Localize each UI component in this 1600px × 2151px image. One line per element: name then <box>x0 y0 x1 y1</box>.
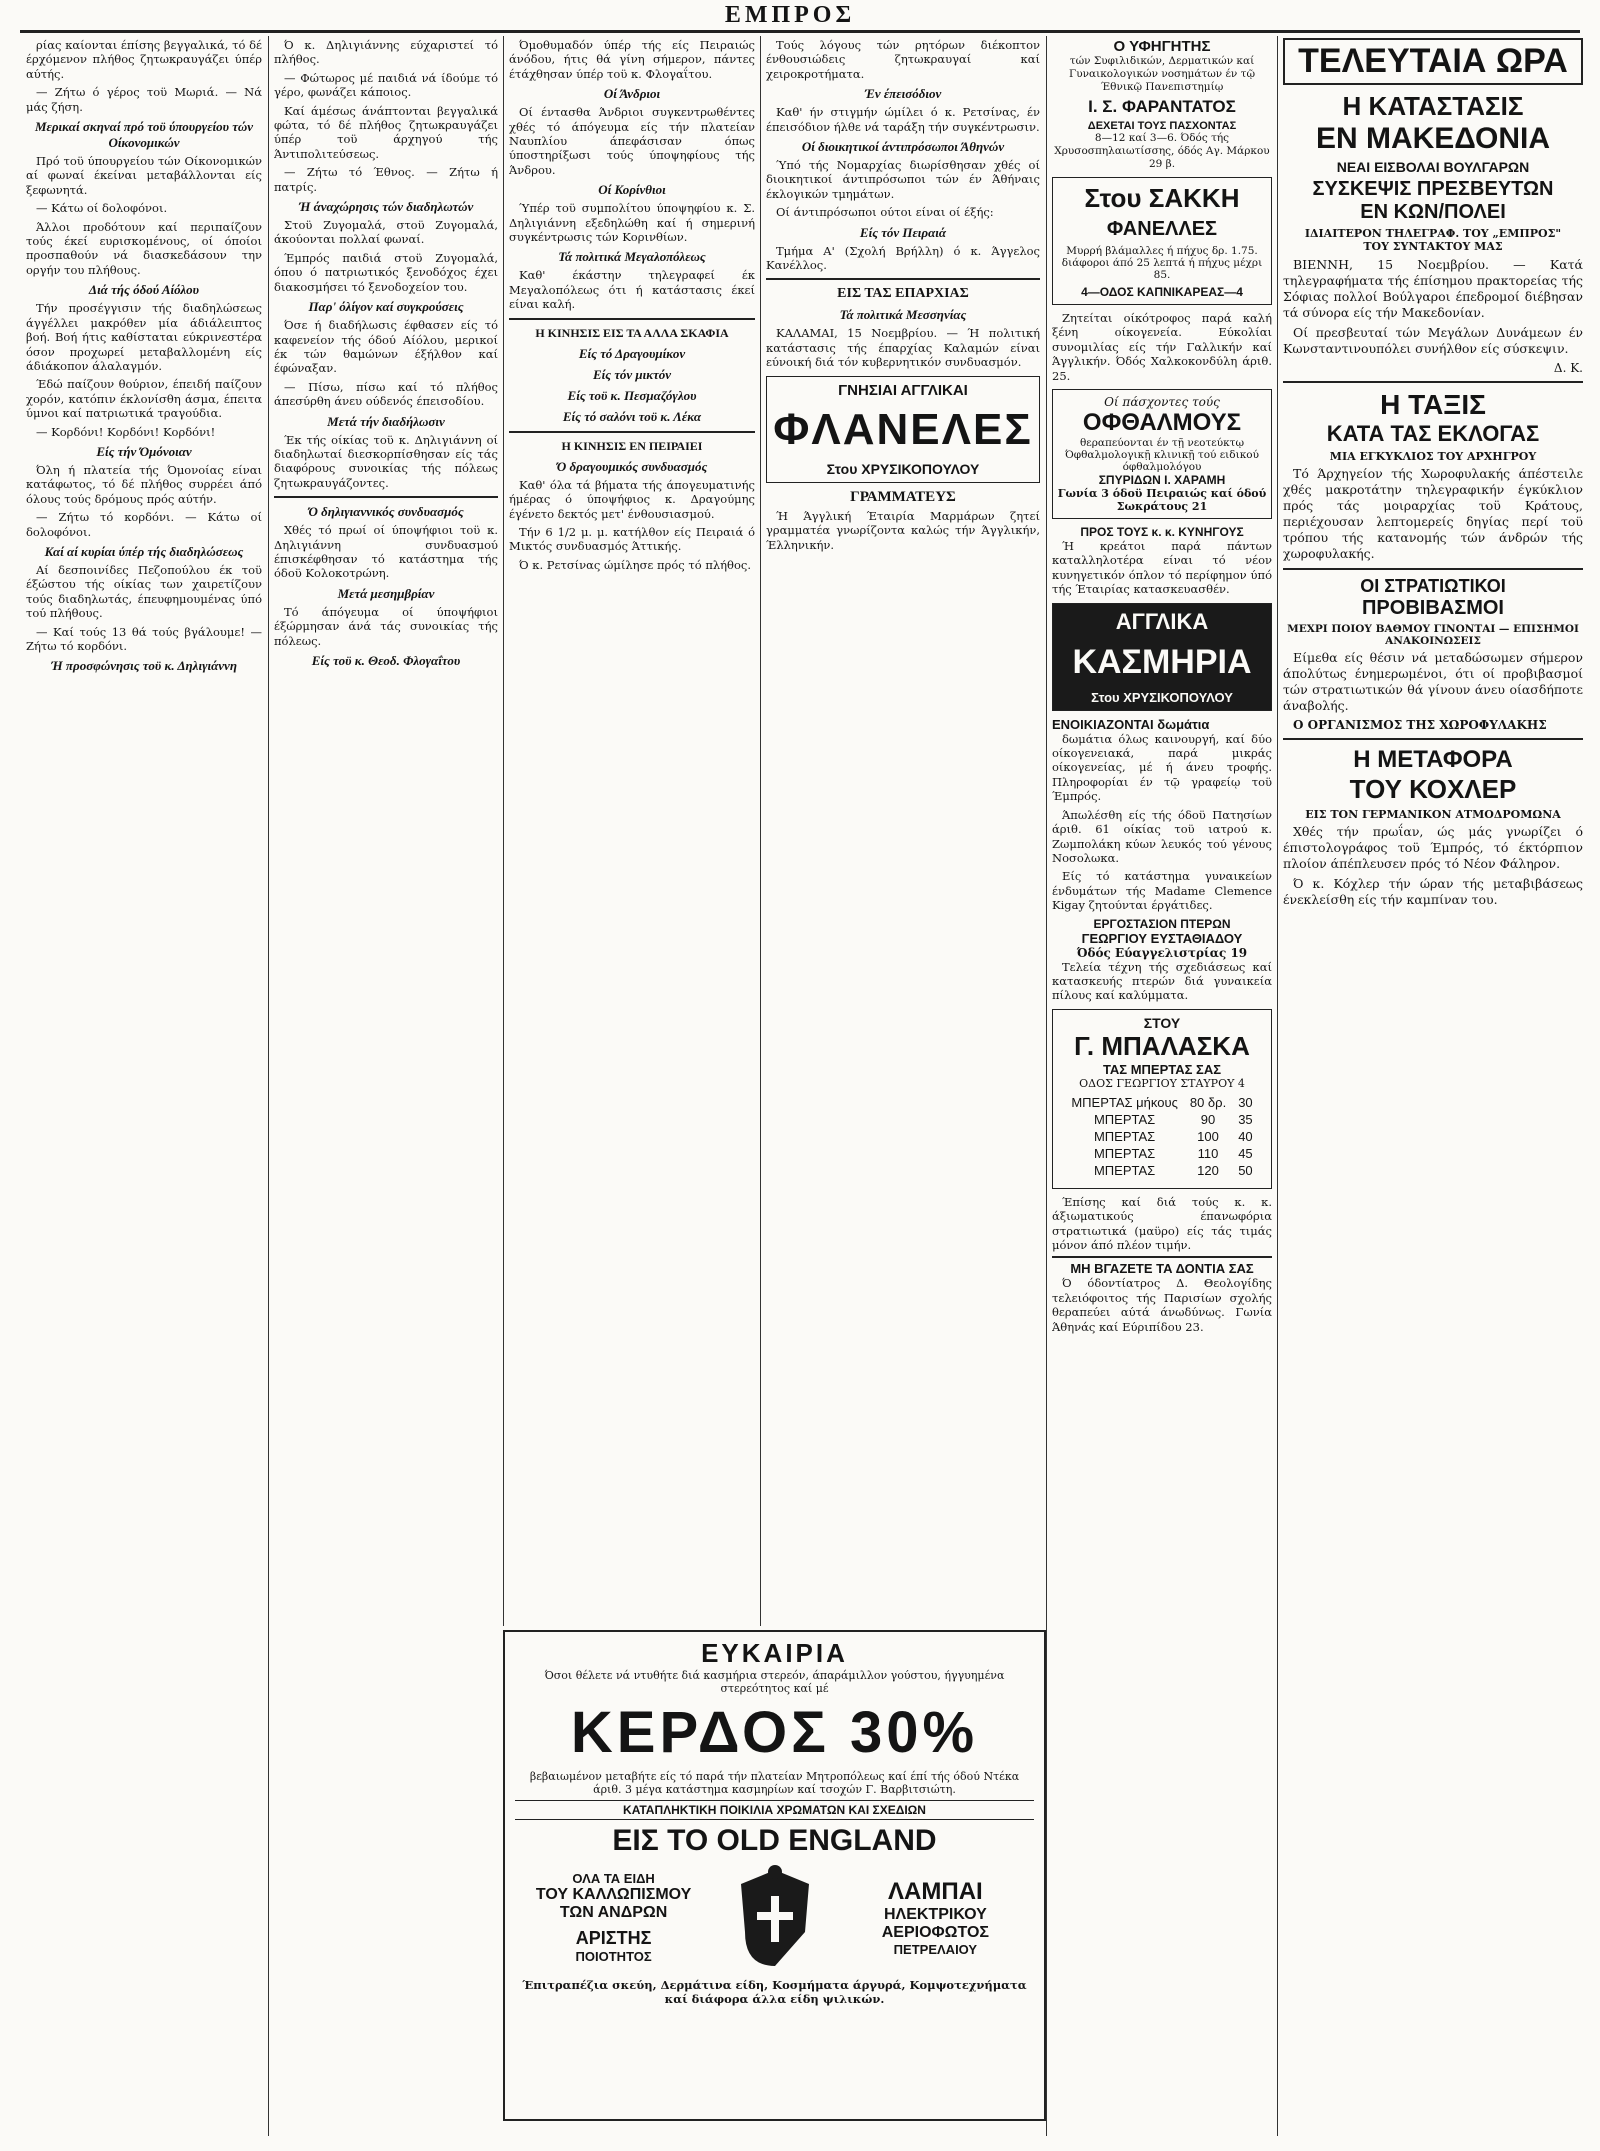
article-paragraph: — Ζήτω ό γέρος τοϋ Μωριά. — Νά μάς ζήση. <box>26 85 262 114</box>
column-divider <box>268 36 269 2136</box>
table-cell: 80 δρ. <box>1189 1094 1227 1110</box>
section-heading: ΕΙΣ ΤΑΣ ΕΠΑΡΧΙΑΣ <box>837 286 969 302</box>
ad-shop-name: ΕΙΣ ΤΟ OLD ENGLAND <box>612 1824 937 1857</box>
article-subheading: Έν έπεισόδιον <box>864 86 942 102</box>
ad-address: ΟΔΟΣ ΓΕΩΡΓΙΟΥ ΣΤΑΥΡΟΥ 4 <box>1079 1076 1245 1090</box>
ad-body: Έπίσης καί διά τούς κ. κ. άξιωματικούς έπανωφόρια στρατιωτικά (μαϋρο) είς τάς τιμάς μόνον άπό πλέον τιμήν. <box>1052 1194 1272 1252</box>
article-subheading: Είς τό σαλόνι τοϋ κ. Λέκα <box>562 408 702 424</box>
subheadline: ΙΔΙΑΙΤΕΡΟΝ ΤΗΛΕΓΡΑΦ. ΤΟΥ „ΕΜΠΡΟΣ" <box>1304 227 1562 240</box>
table-cell: 110 <box>1197 1145 1219 1161</box>
ad-body: θεραπεύονται έν τῇ νεοτεύκτῳ Όφθαλμολογικῇ κλινικῇ τού ειδικού όφθαλμολόγου <box>1064 437 1260 474</box>
article-paragraph: Αί δεσποινίδες Πεζοπούλου έκ τοϋ έξώστου τής οίκίας των χαιρετίζουν τούς διαδηλωτάς, έπευφημουμένας ύπό τού πλήθους. <box>26 562 262 621</box>
article-subheading: Είς τοϋ κ. Πεσμαζόγλου <box>567 387 697 403</box>
table-cell: ΜΠΕΡΤΑΣ <box>1093 1145 1156 1161</box>
article-paragraph: — Κάτω οί δολοφόνοι. <box>36 201 168 216</box>
ad-heading: ΕΝΟΙΚΙΑΖΟΝΤΑΙ δωμάτια <box>1052 716 1210 732</box>
article-paragraph: Πρό τοϋ ύπουργείου τών Οίκονομικών αί φωναί έκείναι μεταβάλλονται είς ξεφωνητά. <box>26 154 262 197</box>
ad-flannels <box>766 376 1040 483</box>
article-paragraph: — Ζήτω τό Έθνος. — Ζήτω ή πατρίς. <box>274 165 498 194</box>
ad-body: Όσοι θέλετε νά ντυθήτε διά κασμήρια στερεόν, άπαράμιλλον γούστου, ήγγυημένα στερεότητος καί μέ <box>544 1669 1005 1695</box>
ad-heading: ΕΡΓΟΣΤΑΣΙΟΝ ΠΤΕΡΩΝ <box>1093 916 1231 931</box>
headline: Η ΤΑΞΙΣ <box>1380 389 1486 420</box>
ad-heading: Οί πάσχοντες τούς <box>1104 395 1220 410</box>
article-paragraph: — Καί τούς 13 θά τούς βγάλουμε! — Ζήτω τό κορδόνι. <box>26 624 262 653</box>
column-divider <box>1046 36 1047 2136</box>
table-cell: ΜΠΕΡΤΑΣ μήκους <box>1071 1094 1178 1110</box>
article-paragraph: Ό κ. Δηλιγιάννης εύχαριστεί τό πλήθος. <box>274 38 498 67</box>
ad-address: Γωνία 3 όδοϋ Πειραιώς καί όδού Σωκράτους 21 <box>1057 487 1267 514</box>
section-rule <box>509 431 755 433</box>
ad-body: Άπωλέσθη είς τής όδοϋ Πατησίων άριθ. 61 οίκίας τοϋ ιατρού κ. Ζωμπολάκη κύων λευκός τού γένους Νοσολωκα. <box>1052 807 1272 865</box>
subheadline: ΤΟΥ ΣΥΝΤΑΚΤΟΥ ΜΑΣ <box>1363 240 1503 253</box>
article-paragraph: Οί έντασθα Άνδριοι συγκεντρωθέντες χθές τό άπόγευμα είς τήν πλατείαν Ναυπλίου άπεφάσισαν όπως ύποστηρίξωσι τούς ύποψηφίους τής Άνδρου. <box>509 105 755 177</box>
table-cell: 45 <box>1238 1145 1253 1161</box>
section-heading: Η ΚΙΝΗΣΙΣ ΕΙΣ ΤΑ ΑΛΛΑ ΣΚΑΦΙΑ <box>535 325 729 340</box>
ad-heading: ΓΡΑΜΜΑΤΕΥΣ <box>850 488 956 505</box>
article-paragraph: Όμοθυμαδόν ύπέρ τής είς Πειραιώς άνόδου, ήτις θά γίνη σήμερον, πάντες έτάχθησαν ύπέρ τοϋ κ. Φλογαΐτου. <box>509 38 755 81</box>
ad-name: ΣΠΥΡΙΔΩΝ Ι. ΧΑΡΑΜΗ <box>1098 473 1226 488</box>
column-6 <box>1283 38 1583 2138</box>
table-cell: 40 <box>1238 1128 1253 1144</box>
article-paragraph: Ο ΟΡΓΑΝΙΣΜΟΣ ΤΗΣ ΧΩΡΟΦΥΛΑΚΗΣ <box>1293 718 1547 732</box>
article-paragraph: Τήν 6 1/2 μ. μ. κατήλθον είς Πειραιά ό Μικτός συνδυασμός Άττικής. <box>509 524 755 554</box>
ad-body: Είς τό κατάστημα γυναικείων ένδυμάτων τής Madame Clemence Kigay ζητούνται έργάτιδες. <box>1052 869 1272 913</box>
ad-body: Ή κρεάτοι παρά πάντων καταλληλοτέρα είναι τό νέον κυνηγετικόν όπλον τό περίφημον ύπό τής Έταιρίας κατασκευασθέν. <box>1052 539 1272 597</box>
column-5-ads <box>1052 38 1272 2138</box>
ad-address: Όδός Εύαγγελιστρίας 19 <box>1076 945 1248 960</box>
table-cell: ΜΠΕΡΤΑΣ <box>1093 1162 1156 1178</box>
subheadline: ΜΙΑ ΕΓΚΥΚΛΙΟΣ ΤΟΥ ΑΡΧΗΓΡΟΥ <box>1329 450 1537 463</box>
article-subheading: Ό δραγουμικός συνδυασμός <box>556 458 708 474</box>
section-rule <box>274 496 498 498</box>
section-rule <box>1283 738 1583 740</box>
headline: Η ΜΕΤΑΦΟΡΑ <box>1353 746 1513 774</box>
column-divider <box>503 36 504 1626</box>
article-subheading: Ή άναχώρησις τών διαδηλωτών <box>298 199 474 215</box>
ad-body: Τελεία τέχνη τής σχεδιάσεως καί κατασκευής πτερών διά γυναικεία πίλους καί καλύμματα. <box>1052 959 1272 1003</box>
section-rule <box>509 318 755 320</box>
article-paragraph: Τό άπόγευμα οί ύποψήφιοι έξώρμησαν άνά τάς συνοικίας τής πόλεως. <box>274 604 498 648</box>
ad-text: ΛΑΜΠΑΙ <box>888 1877 983 1905</box>
article-paragraph: Έδώ παίζουν θούριον, έπειδή παίζουν χορόν, κατόπιν έκλονίσθη άσμα, έπειτα ύμνοι καί πατριωτικά τραγούδια. <box>26 377 262 421</box>
article-paragraph: Όλη ή πλατεία τής Όμονοίας είναι κατάφωτος, τό δέ πλήθος συρρέει άπό όλους τούς δρόμους πρός αύτήν. <box>26 462 262 506</box>
article-paragraph: Καθ' έκάστην τηλεγραφεί έκ Μεγαλοπόλεως ότι ή κατάστασις έκεί είναι καλή. <box>509 268 755 312</box>
table-cell: 90 <box>1200 1111 1216 1127</box>
article-paragraph: Έκ τής οίκίας τοϋ κ. Δηλιγιάννη οί διαδηλωταί διεσκορπίσθησαν είς τάς διαφόρους συνοικίας τής πόλεως ζητωκραυγάζοντες. <box>274 432 498 490</box>
subheadline: ΕΙΣ ΤΟΝ ΓΕΡΜΑΝΙΚΟΝ ΑΤΜΟΔΡΟΜΩΝΑ <box>1305 808 1561 822</box>
headline: ΠΡΟΒΙΒΑΣΜΟΙ <box>1361 597 1504 619</box>
ad-text: ΤΩΝ ΑΝΔΡΩΝ <box>559 1903 668 1921</box>
ad-body: ΔΕΧΕΤΑΙ ΤΟΥΣ ΠΑΣΧΟΝΤΑΣ <box>1087 120 1237 132</box>
ad-body: Μυρρή βλάμαλλες ή πήχυς δρ. 1.75. <box>1066 245 1258 257</box>
ad-heading: Ο ΥΦΗΓΗΤΗΣ <box>1113 38 1211 55</box>
article-paragraph: Χθές τό πρωί οί ύποψήφιοι τοϋ κ. Δηλιγιάννη συνδυασμού έπισκέφθησαν τό κατάστημα τής όδοϋ Κολοκοτρώνη. <box>274 523 498 581</box>
article-paragraph: Χθές τήν πρωΐαν, ώς μάς γνωρίζει ό έπιστολογράφος τοϋ Έμπρός, τό έκτόρπιον πλοίον άπέπλευσεν πρός τό Νέον Φάληρον. <box>1283 824 1583 872</box>
price-table <box>1065 1094 1258 1179</box>
table-row <box>1065 1162 1258 1179</box>
article-paragraph: Όσε ή διαδήλωσις έφθασεν είς τό καφενείον τής όδού Αίόλου, μερικοί έκ τών θαμώνων έξήλθον καί έφώναξαν. <box>274 318 498 376</box>
ad-big-title: ΚΑΣΜΗΡΙΑ <box>1072 642 1252 681</box>
table-cell: ΜΠΕΡΤΑΣ <box>1093 1111 1156 1127</box>
ad-heading: ΕΥΚΑΙΡΙΑ <box>701 1638 848 1668</box>
ad-heading: Στου ΣΑΚΚΗ <box>1084 183 1240 213</box>
section-heading: Η ΚΙΝΗΣΙΣ ΕΝ ΠΕΙΡΑΙΕΙ <box>561 438 703 453</box>
column-1 <box>26 38 262 2128</box>
subheadline: ΜΕΧΡΙ ΠΟΙΟΥ ΒΑΘΜΟΥ ΓΙΝΟΝΤΑΙ — ΕΠΙΣΗΜΟΙ ΑΝΑΚΟΙΝΩΣΕΙΣ <box>1287 623 1579 647</box>
article-paragraph: Τμήμα Α' (Σχολή Βρήλλη) ό κ. Άγγελος Κανέλλος. <box>766 243 1040 273</box>
ad-body: δωμάτια όλως καινουργή, καί δύο οίκογενειακά, παρά μικράς οίκογενείας, μέ ή άνευ τροφής. Πληροφορίαι έν τῷ γραφείῳ τοϋ Έμπρός. <box>1052 731 1272 804</box>
column-3 <box>509 38 755 1628</box>
article-subheading: Είς τήν Όμόνοιαν <box>96 443 192 459</box>
article-subheading: Τά πολιτικά Μεσσηνίας <box>839 307 967 323</box>
ad-heading: ΜΗ ΒΓΑΖΕΤΕ ΤΑ ΔΟΝΤΙΑ ΣΑΣ <box>1052 1256 1272 1276</box>
table-cell: 50 <box>1238 1162 1253 1178</box>
ad-shop-name: Στου ΧΡΥΣΙΚΟΠΟΥΛΟΥ <box>1091 689 1233 705</box>
ad-body: βεβαιωμένον μεταβήτε είς τό παρά τήν πλατείαν Μητροπόλεως καί έπί τής όδού Ντέκα άριθ. 3 μέγα κατάστημα κασμηρίων καί τσοχών Γ. Βαρβιτσιώτη. <box>529 1770 1020 1796</box>
signature: Δ. Κ. <box>1553 361 1583 375</box>
table-cell: ΜΠΕΡΤΑΣ <box>1093 1128 1156 1144</box>
headline: ΚΑΤΑ ΤΑΣ ΕΚΛΟΓΑΣ <box>1326 421 1540 446</box>
headline: ΤΟΥ ΚΟΧΛΕΡ <box>1349 774 1517 805</box>
ad-text: ΠΟΙΟΤΗΤΟΣ <box>575 1948 652 1964</box>
ad-shop-name: Στου ΧΡΥΣΙΚΟΠΟΥΛΟΥ <box>826 460 980 477</box>
section-rule <box>1283 568 1583 570</box>
article-paragraph: Είμεθα είς θέσιν νά μεταδώσωμεν σήμερον άπολύτως ένημερωμένοι, ότι οί προβιβασμοί τών στρατιωτικών θά γίνουν άνευ οίασδήποτε άναβολής. <box>1283 650 1583 713</box>
ad-big-title: ΚΕΡΔΟΣ 30% <box>570 1700 979 1765</box>
ad-body: Ζητείται οίκότροφος παρά καλή ξένη οίκογενεία. Εύκολίαι συνομιλίας είς τήν Γαλλικήν καί Άγγλικήν. Όδός Χαλκοκονδύλη άριθ. 25. <box>1052 311 1272 383</box>
article-paragraph: Καθ' ήν στιγμήν ώμίλει ό κ. Ρετσίνας, έν έπεισόδιον ήλθε νά ταράξη τήν συγκέντρωσιν. <box>766 105 1040 134</box>
article-paragraph: Ό κ. Κόχλερ τήν ώραν τής μεταβιβάσεως ένεκλείσθη είς τήν καμπίναν του. <box>1283 876 1583 908</box>
ad-heading: ΣΤΟΥ <box>1143 1014 1181 1031</box>
table-row <box>1065 1111 1258 1128</box>
article-subheading: Καί αί κυρίαι ύπέρ τής διαδηλώσεως <box>44 543 244 559</box>
ad-sakkis <box>1052 177 1272 305</box>
article-paragraph: Τούς λόγους τών ρητόρων διέκοπτον ένθουσιώδεις ζητωκραυγαί καί χειροκροτήματα. <box>766 38 1040 81</box>
article-paragraph: — Κορδόνι! Κορδόνι! Κορδόνι! <box>36 424 216 439</box>
ad-body: 8—12 καί 3—6. Όδός τής Χρυσοσπηλαιωτίσσης, όδός Αγ. Μάρκου 29 β. <box>1054 132 1270 170</box>
article-subheading: Ό δηλιγιαννικός συνδυασμός <box>308 504 464 520</box>
ad-heading: ΑΓΓΛΙΚΑ <box>1115 608 1209 634</box>
page-headline: ΤΕΛΕΥΤΑΙΑ ΩΡΑ <box>1283 38 1583 85</box>
ad-body: Ή Άγγλική Έταιρία Μαρμάρων ζητεί γραμματέα γνωρίζοντα καλώς τήν Άγγλικήν, Έλληνικήν. <box>766 508 1040 552</box>
article-subheading: Οί διοικητικοί άντιπρόσωποι Άθηνών <box>801 139 1005 155</box>
article-subheading: Τά πολιτικά Μεγαλοπόλεως <box>558 249 706 265</box>
article-subheading: Μερικαί σκηναί πρό τοϋ ύπουργείου τών Οίκονομικών <box>34 119 254 151</box>
ad-body: τών Συφιλιδικών, Δερματικών καί Γυναικολογικών νοσημάτων έν τῷ Έθνικῷ Πανεπιστημίῳ <box>1068 55 1256 93</box>
ad-balaskas <box>1052 1009 1272 1189</box>
ad-text: ΠΕΤΡΕΛΑΙΟΥ <box>893 1941 978 1957</box>
ad-eyes <box>1052 389 1272 519</box>
masthead-rule <box>20 30 1580 33</box>
headline: ΕΝ ΚΩΝ/ΠΟΛΕΙ <box>1360 201 1506 223</box>
ad-body: διάφοροι άπό 25 λεπτά ή πήχυς μέχρι 85. <box>1061 257 1263 281</box>
ad-right-block <box>837 1878 1034 1957</box>
article-subheading: Ή προσφώνησις τοϋ κ. Δηλιγιάννη <box>51 658 237 674</box>
ad-big-title: ΟΦΘΑΛΜΟΥΣ <box>1082 409 1242 437</box>
article-paragraph: Άλλοι προδότουν καί περιπαίζουν τούς έκεί ευρισκομένους, οί όποίοι προσπαθούν νά διασκεδάσουν την οργήν του πλήθους. <box>26 219 262 277</box>
ad-feathers <box>1052 917 1272 960</box>
coat-of-arms-icon <box>729 1862 821 1972</box>
headline: ΕΝ ΜΑΚΕΔΟΝΙΑ <box>1315 122 1551 155</box>
article-paragraph: — Φώτωρος μέ παιδιά νά ίδούμε τό γέρο, φωνάζει κάποιος. <box>274 70 498 100</box>
column-divider <box>760 36 761 1626</box>
ad-big-title: Γ. ΜΠΑΛΑΣΚΑ <box>1074 1030 1250 1061</box>
ad-banner-old-england <box>503 1630 1046 2121</box>
column-2 <box>274 38 498 1628</box>
article-paragraph: — Ζήτω τό κορδόνι. — Κάτω οί δολοφόνοι. <box>26 510 262 539</box>
article-paragraph: Ό κ. Ρετσίνας ώμίλησε πρός τό πλήθος. <box>519 557 751 572</box>
article-subheading: Παρ' όλίγον καί συγκρούσεις <box>308 299 464 315</box>
article-subheading: Είς τοϋ κ. Θεοδ. Φλογαΐτου <box>311 653 461 668</box>
ad-text: ΑΡΙΣΤΗΣ <box>575 1927 652 1948</box>
headline: ΟΙ ΣΤΡΑΤΙΩΤΙΚΟΙ <box>1360 576 1506 596</box>
table-row <box>1065 1094 1258 1111</box>
ad-doctor <box>1052 38 1272 171</box>
article-paragraph: Οί άντιπρόσωποι ούτοι είναι οί έξής: <box>776 205 994 220</box>
column-divider <box>1277 36 1278 2136</box>
ad-big-title: ΦΛΑΝΕΛΕΣ <box>773 404 1033 454</box>
table-cell: 100 <box>1197 1128 1219 1144</box>
article-paragraph: Ύπό τής Νομαρχίας διωρίσθησαν χθές οί διοικητικοί άντιπρόσωποι τών έν Άθήναις έκλογικών τμημάτων. <box>766 158 1040 201</box>
ad-subtitle: ΤΑΣ ΜΠΕΡΤΑΣ ΣΑΣ <box>1102 1061 1222 1077</box>
article-paragraph: Τό Άρχηγείον τής Χωροφυλακής άπέστειλε χθές μακροτάτην τηλεγραφικήν έγκύκλιον πρός τάς μοιραρχίας τοϋ Κράτους, περιέχουσαν λεπτομερείς δηγίας περί τοϋ τρόπου τής κατανομής τών άνδρών τής χωροφυλακής. <box>1283 466 1583 561</box>
article-paragraph: Καί άμέσως άνάπτονται βεγγαλικά φώτα, τό δέ πλήθος ζητωκραυγάζει ύπέρ τοϋ άρχηγού τής Άντιπολιτεύσεως. <box>274 103 498 161</box>
article-subheading: Μετά μεσημβρίαν <box>337 585 435 601</box>
ad-subtitle: ΚΑΤΑΠΛΗΚΤΙΚΗ ΠΟΙΚΙΛΙΑ ΧΡΩΜΑΤΩΝ ΚΑΙ ΣΧΕΔΙΩΝ <box>515 1800 1034 1820</box>
table-row <box>1065 1128 1258 1145</box>
article-subheading: Είς τόν μικτόν <box>592 366 672 382</box>
ad-name: Ι. Σ. ΦΑΡΑΝΤΑΤΟΣ <box>1088 97 1236 116</box>
table-cell: 35 <box>1238 1111 1253 1127</box>
article-subheading: Οί Άνδριοι <box>603 86 661 102</box>
headline: Η ΚΑΤΑΣΤΑΣΙΣ <box>1342 91 1524 121</box>
ad-body: Ό όδοντίατρος Δ. Θεολογίδης τελειόφοιτος τής Παρισίων σχολής θεραπεύει αύτά άνωδύνως. Γωνία Άθηνάς καί Εύριπίδου 23. <box>1052 1276 1272 1334</box>
column-4 <box>766 38 1040 1628</box>
article-paragraph: ΚΑΛΑΜΑΙ, 15 Νοεμβρίου. — Ή πολιτική κατάστασις τής έπαρχίας Καλαμών είναι εύνοική διά τόν κυβερνητικόν συνδυασμόν. <box>766 326 1040 370</box>
article-subheading: Είς τόν Πειραιά <box>859 224 947 240</box>
ad-text: ΗΛΕΚΤΡΙΚΟΥ <box>883 1905 987 1923</box>
ad-left-block <box>515 1871 712 1964</box>
ad-heading: ΓΝΗΣΙΑΙ ΑΓΓΛΙΚΑΙ <box>838 381 968 399</box>
headline: ΣΥΣΚΕΨΙΣ ΠΡΕΣΒΕΥΤΩΝ <box>1312 178 1554 200</box>
ad-heading: ΠΡΟΣ ΤΟΥΣ κ. κ. ΚΥΝΗΓΟΥΣ <box>1080 525 1244 540</box>
article-subheading: Οί Κορίνθιοι <box>598 182 666 198</box>
ad-cashmere <box>1052 603 1272 711</box>
article-subheading: Είς τό Δραγουμίκον <box>578 345 686 361</box>
ad-big-title: ΦΑΝΕΛΛΕΣ <box>1106 218 1218 240</box>
ad-text: ΟΛΑ ΤΑ ΕΙΔΗ <box>572 1870 655 1886</box>
ad-text: ΑΕΡΙΟΦΩΤΟΣ <box>881 1923 990 1941</box>
ad-address: 4—ΟΔΟΣ ΚΑΠΝΙΚΑΡΕΑΣ—4 <box>1081 285 1243 299</box>
article-subheading: Μετά τήν διαδήλωσιν <box>327 413 445 429</box>
table-row <box>1065 1145 1258 1162</box>
article-paragraph: ρίας καίονται έπίσης βεγγαλικά, τό δέ έρχόμενον πλήθος ζητωκραυγάζει ύπέρ αύτής. <box>26 38 262 81</box>
article-paragraph: Τήν προσέγγισιν τής διαδηλώσεως άγγέλλει μακρόθεν μία άδιάλειπτος βοή. Βοή ήτις καθίσταται εύκρινεστέρα όσον προχωρεί μεταβαλλομένη είς άδιάκοπον άλαλαγμόν. <box>26 301 262 373</box>
table-cell: 30 <box>1238 1094 1253 1110</box>
article-paragraph: Οί πρεσβευταί τών Μεγάλων Δυνάμεων έν Κωνσταντινουπόλει συνήλθον είς σύσκεψιν. <box>1283 325 1583 356</box>
ad-text: ΤΟΥ ΚΑΛΛΩΠΙΣΜΟΥ <box>535 1885 692 1903</box>
article-paragraph: Στοϋ Ζυγομαλά, στοϋ Ζυγομαλά, άκούονται πολλαί φωναί. <box>274 218 498 247</box>
article-subheading: Διά τής όδού Αίόλου <box>88 282 200 298</box>
article-paragraph: Καθ' όλα τά βήματα τής άπογευματινής ήμέρας ό ύποψήφιος κ. Δραγούμης έγένετο δεκτός μετ' ένθουσιασμού. <box>509 477 755 521</box>
article-paragraph: — Πίσω, πίσω καί τό πλήθος άπεσύρθη άνευ ούδενός έπεισοδίου. <box>274 379 498 409</box>
ad-name: ΓΕΩΡΓΙΟΥ ΕΥΣΤΑΘΙΑΔΟΥ <box>1081 930 1243 946</box>
masthead-title: ΕΜΠΡΟΣ <box>724 2 856 28</box>
table-cell: 120 <box>1197 1162 1219 1178</box>
article-paragraph: Ύπέρ τοϋ συμπολίτου ύποψηφίου κ. Σ. Δηλιγιάννη εξεδηλώθη καί ή σημερινή συγκέντρωσις τών Κορινθίων. <box>509 201 755 245</box>
article-paragraph: ΒΙΕΝΝΗ, 15 Νοεμβρίου. — Κατά τηλεγραφήματα τής έπίσημου πρακτορείας τής Σόφιας πολλοί Βούλγαροι έπεδρομοί διέβησαν τά σύνορα είς τήν Μακεδονίαν. <box>1283 257 1583 320</box>
subheadline: ΝΕΑΙ ΕΙΣΒΟΛΑΙ ΒΟΥΛΓΑΡΩΝ <box>1336 159 1530 175</box>
section-rule <box>1283 381 1583 383</box>
section-rule <box>766 278 1040 280</box>
article-paragraph: Έμπρός παιδιά στοϋ Ζυγομαλά, όπου ό πατριωτικός ξενοδόχος έχει διακοσμήσει τό ξενοδοχείον του. <box>274 250 498 294</box>
ad-footer: Έπιτραπέζια σκεύη, Δερμάτινα είδη, Κοσμήματα άργυρά, Κομψοτεχνήματα καί διάφορα άλλα είδη ψιλικών. <box>522 1978 1027 2006</box>
